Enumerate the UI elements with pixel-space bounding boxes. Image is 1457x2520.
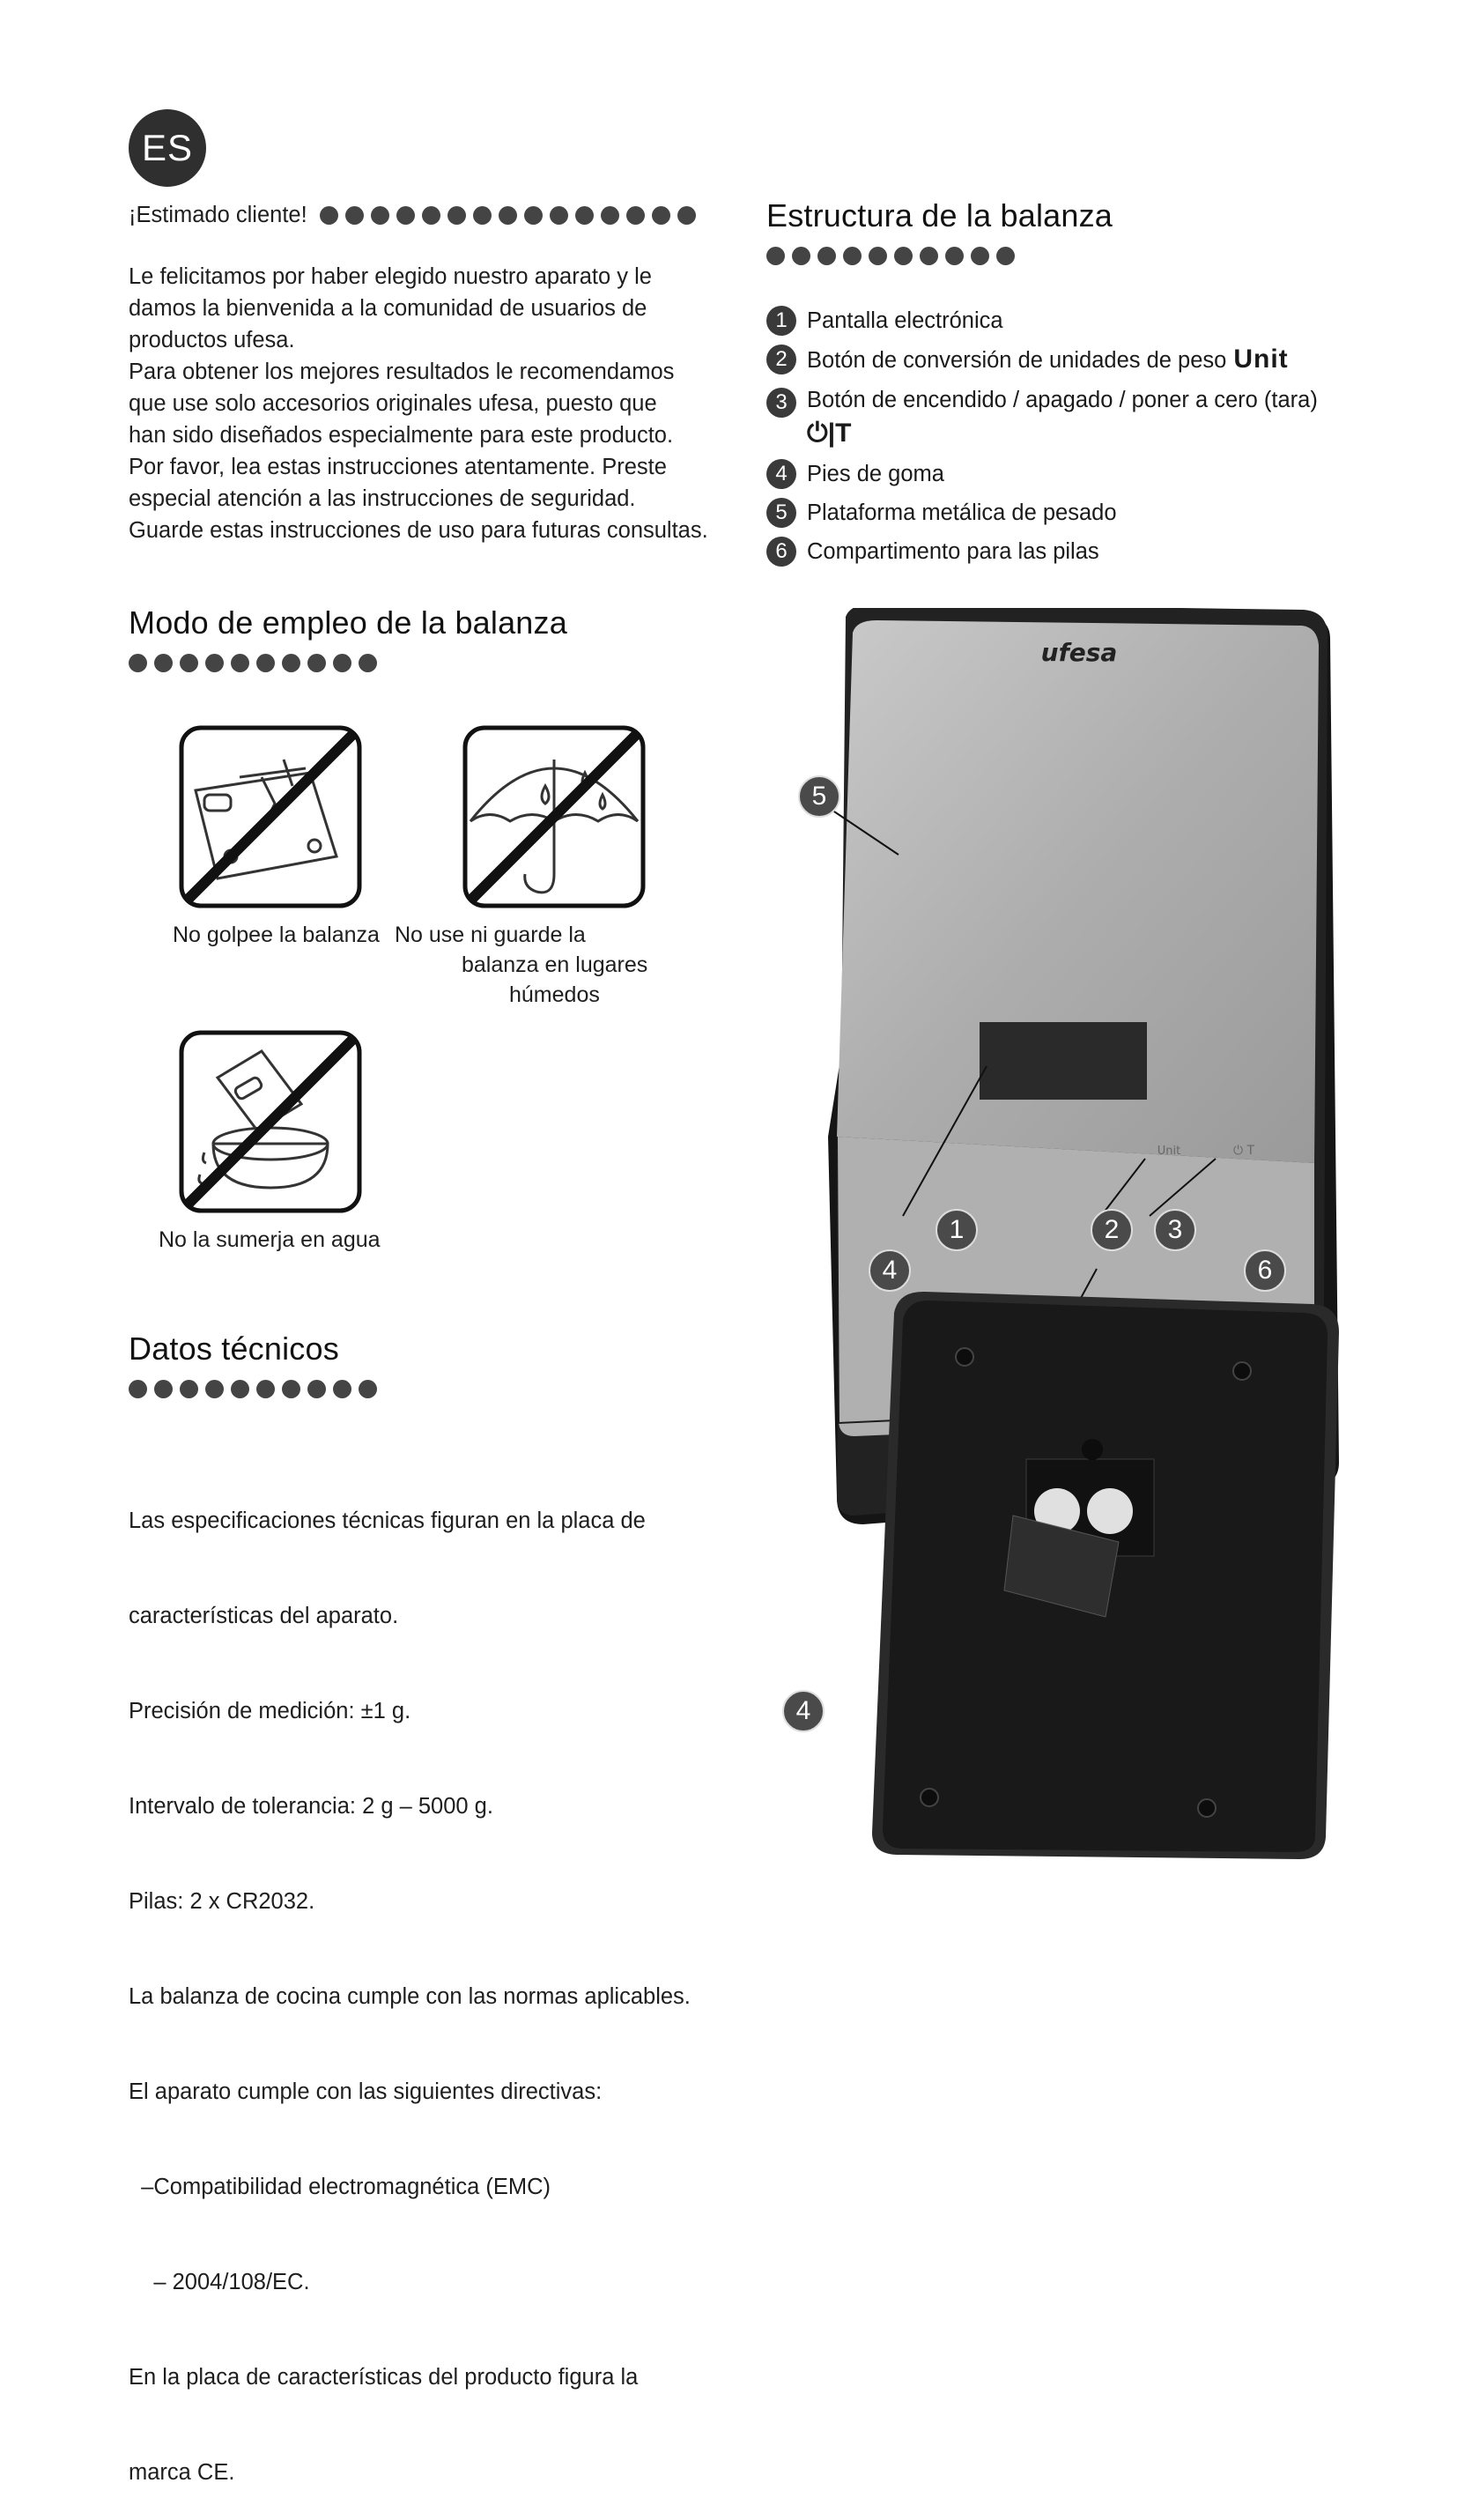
callout-1: 1: [936, 1209, 978, 1251]
usage-dots: [129, 654, 377, 672]
part-item: [766, 493, 1348, 532]
usage-title: Modo de empleo de la balanza: [129, 604, 567, 641]
callout-4-bottom: 4: [782, 1690, 825, 1732]
tech-line: características del aparato.: [129, 1604, 399, 1628]
part-number: 3: [766, 388, 796, 418]
intro-line: que use solo accesorios originales ufesa, puesto que: [129, 391, 657, 416]
scale-power-button: ⏻ T: [1232, 1144, 1255, 1158]
tech-title: Datos técnicos: [129, 1330, 339, 1367]
no-humid-umbrella-icon: [462, 724, 647, 909]
scale-unit-button: Unit: [1157, 1145, 1181, 1158]
no-submerge-icon: [178, 1029, 363, 1214]
intro-line: Por favor, lea estas instrucciones atentamente. Preste: [129, 455, 667, 479]
tech-line: Precisión de medición: ±1 g.: [129, 1699, 411, 1723]
part-number: 2: [766, 345, 796, 374]
caption-no-humid-2: balanza en lugares: [462, 952, 648, 977]
greeting-dots: [320, 206, 696, 225]
language-badge: ES: [129, 109, 206, 187]
parts-list: [766, 301, 1348, 571]
callout-2: 2: [1091, 1209, 1133, 1251]
part-item: [766, 455, 1348, 493]
part-number: 4: [766, 459, 796, 489]
part-label: Pies de goma: [807, 462, 944, 486]
part-number: 5: [766, 498, 796, 528]
power-tare-keyword: ⏻|T: [807, 419, 852, 448]
tech-line: En la placa de características del producto figura la: [129, 2365, 639, 2390]
unit-keyword: Unit: [1233, 345, 1289, 374]
tech-line: Intervalo de tolerancia: 2 g – 5000 g.: [129, 1794, 493, 1819]
scale-brand: ufesa: [1040, 638, 1118, 667]
callout-6: 6: [1244, 1249, 1286, 1292]
callout-5: 5: [798, 775, 840, 818]
part-number: 6: [766, 537, 796, 567]
tech-line: – 2004/108/EC.: [129, 2270, 310, 2294]
part-label: Plataforma metálica de pesado: [807, 500, 1117, 525]
part-label: Pantalla electrónica: [807, 308, 1003, 333]
intro-line: Le felicitamos por haber elegido nuestro aparato y le: [129, 264, 652, 289]
tech-text: [129, 1442, 710, 2520]
caption-no-humid-3: húmedos: [509, 982, 600, 1007]
intro-line: Para obtener los mejores resultados le recomendamos: [129, 359, 675, 384]
intro-line: Guarde estas instrucciones de uso para futuras consultas.: [129, 518, 708, 543]
structure-dots: [766, 247, 1015, 265]
tech-line: Pilas: 2 x CR2032.: [129, 1889, 315, 1914]
part-label: Botón de encendido / apagado / poner a cero (tara): [807, 388, 1318, 412]
intro-line: damos la bienvenida a la comunidad de usuarios de: [129, 296, 647, 321]
scale-back: [872, 1292, 1339, 1859]
part-item: [766, 383, 1348, 451]
part-label: Botón de conversión de unidades de peso: [807, 348, 1227, 373]
greeting-row: [129, 199, 696, 231]
display-window: [980, 1022, 1147, 1100]
part-item: [766, 340, 1348, 380]
no-hit-scale-icon: [178, 724, 363, 909]
tech-line: El aparato cumple con las siguientes directivas:: [129, 2079, 603, 2104]
part-item: [766, 532, 1348, 571]
callout-3: 3: [1154, 1209, 1196, 1251]
intro-text: [129, 261, 710, 546]
structure-title: Estructura de la balanza: [766, 197, 1113, 233]
callout-4-top: 4: [869, 1249, 911, 1292]
tech-line: Las especificaciones técnicas figuran en la placa de: [129, 1508, 646, 1533]
part-label: Compartimento para las pilas: [807, 539, 1099, 564]
caption-no-humid-1: No use ni guarde la: [395, 923, 586, 947]
intro-line: especial atención a las instrucciones de seguridad.: [129, 486, 636, 511]
caption-no-submerge: No la sumerja en agua: [159, 1227, 381, 1252]
tech-dots: [129, 1380, 377, 1398]
tech-line: –Compatibilidad electromagnética (EMC): [129, 2175, 551, 2199]
tech-line: marca CE.: [129, 2460, 235, 2485]
greeting: ¡Estimado cliente!: [129, 203, 307, 227]
intro-line: productos ufesa.: [129, 328, 295, 352]
part-item: [766, 301, 1348, 340]
intro-line: han sido diseñados especialmente para este producto.: [129, 423, 674, 448]
part-number: 1: [766, 306, 796, 336]
tech-line: La balanza de cocina cumple con las normas aplicables.: [129, 1984, 691, 2009]
caption-no-hit: No golpee la balanza: [173, 923, 380, 947]
